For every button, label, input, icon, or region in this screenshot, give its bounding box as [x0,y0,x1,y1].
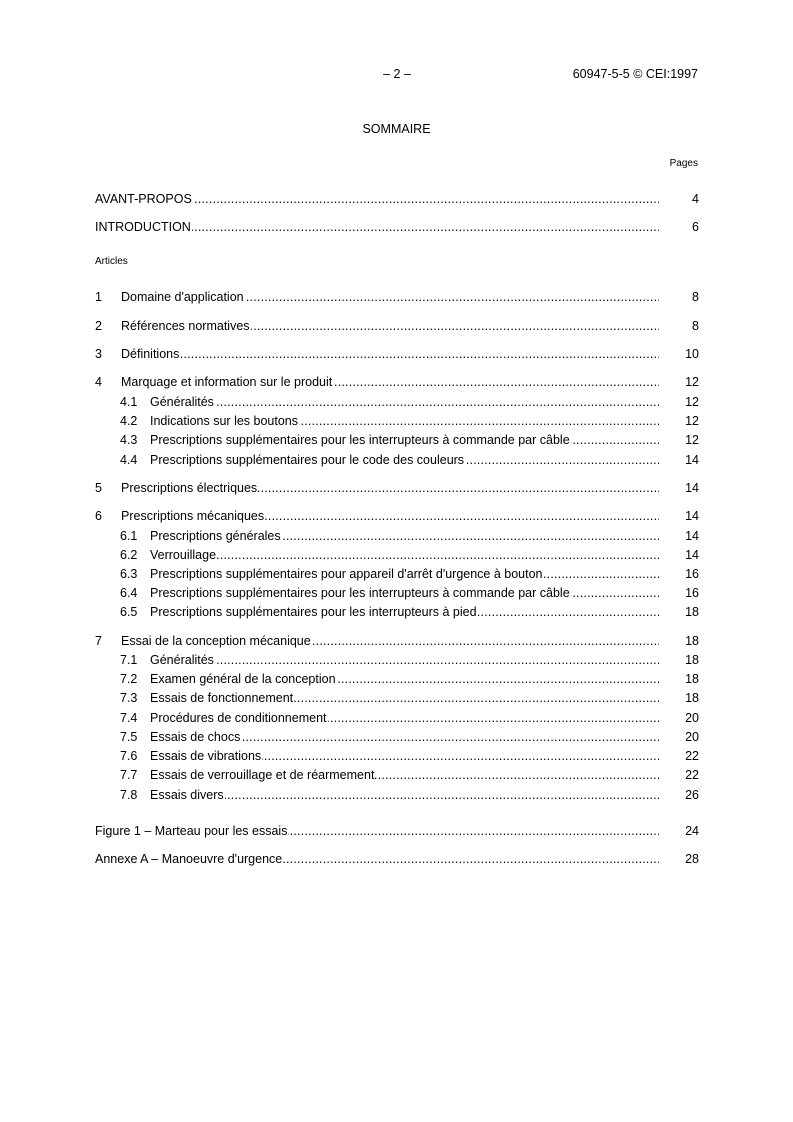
toc-entry-text: Généralités [150,653,214,667]
toc-entry-text: Figure 1 – Marteau pour les essais [95,824,288,838]
toc-entry-text: Marquage et information sur le produit [121,375,333,389]
toc-entry-number: 6 [95,509,102,523]
toc-entry-text: Prescriptions supplémentaires pour les interrupteurs à commande par câble [150,586,570,600]
toc-entry-page: 26 [685,788,699,802]
toc-entry-number: 7.1 [120,653,138,667]
toc-entry-page: 22 [685,749,699,763]
toc-entry-page: 20 [685,730,699,744]
pages-column-label: Pages [669,158,698,169]
toc-entry-text: Prescriptions générales [150,529,281,543]
toc-entry-annex-a[interactable] [95,851,699,867]
toc-entry-7[interactable] [95,633,699,649]
toc-entry-text: Définitions [121,347,180,361]
articles-label: Articles [95,256,128,267]
toc-entry-number: 7.5 [120,730,138,744]
toc-entry-text: Références normatives [121,319,250,333]
toc-entry-number: 4.4 [120,453,138,467]
toc-entry-text: Prescriptions électriques [121,481,258,495]
toc-entry-number: 7.3 [120,691,138,705]
toc-entry-6-2[interactable] [95,547,699,563]
toc-entry-page: 12 [685,433,699,447]
toc-entry-text: Prescriptions supplémentaires pour les interrupteurs à pied [150,605,477,619]
toc-entry-7-8[interactable] [95,787,699,803]
toc-entry-text: Procédures de conditionnement [150,711,327,725]
toc-entry-page: 18 [685,672,699,686]
toc-entry-number: 7.2 [120,672,138,686]
toc-entry-number: 4.3 [120,433,138,447]
toc-entry-6-3[interactable] [95,566,699,582]
toc-entry-4-4[interactable] [95,452,699,468]
toc-entry-text: Généralités [150,395,214,409]
toc-entry-text: Annexe A – Manoeuvre d'urgence [95,852,283,866]
toc-entry-text: AVANT-PROPOS [95,192,192,206]
toc-entry-number: 6.2 [120,548,138,562]
toc-entry-page: 14 [685,453,699,467]
toc-entry-page: 10 [685,347,699,361]
toc-entry-number: 7.7 [120,768,138,782]
toc-entry-4-1[interactable] [95,394,699,410]
toc-entry-page: 16 [685,586,699,600]
toc-entry-6[interactable] [95,508,699,524]
toc-entry-number: 4.2 [120,414,138,428]
toc-entry-number: 7.6 [120,749,138,763]
toc-entry-page: 24 [685,824,699,838]
toc-entry-number: 5 [95,481,102,495]
toc-entry-page: 20 [685,711,699,725]
toc-entry-7-4[interactable] [95,710,699,726]
toc-entry-text: Essais de verrouillage et de réarmement [150,768,375,782]
toc-entry-page: 8 [692,319,699,333]
page-title: SOMMAIRE [362,122,431,136]
toc-entry-text: Prescriptions mécaniques [121,509,265,523]
toc-entry-text: Examen général de la conception [150,672,336,686]
toc-entry-text: Prescriptions supplémentaires pour le code des couleurs [150,453,465,467]
toc-entry-introduction[interactable] [95,219,699,235]
toc-entry-page: 8 [692,290,699,304]
toc-entry-number: 1 [95,290,102,304]
toc-entry-page: 18 [685,605,699,619]
toc-entry-number: 4 [95,375,102,389]
toc-entry-text: Essais de vibrations [150,749,262,763]
toc-entry-number: 6.4 [120,586,138,600]
toc-entry-1[interactable] [95,289,699,305]
toc-entry-page: 14 [685,481,699,495]
toc-entry-figure-1[interactable] [95,823,699,839]
toc-entry-text: Prescriptions supplémentaires pour appareil d'arrêt d'urgence à bouton [150,567,543,581]
toc-entry-5[interactable] [95,480,699,496]
toc-entry-7-5[interactable] [95,729,699,745]
toc-entry-text: Essais divers [150,788,224,802]
toc-entry-number: 6.1 [120,529,138,543]
toc-entry-3[interactable] [95,346,699,362]
toc-entry-7-2[interactable] [95,671,699,687]
toc-entry-6-5[interactable] [95,604,699,620]
document-reference: 60947-5-5 © CEI:1997 [572,67,698,81]
toc-entry-text: Essai de la conception mécanique [121,634,311,648]
toc-entry-number: 3 [95,347,102,361]
toc-entry-number: 7.4 [120,711,138,725]
toc-entry-7-3[interactable] [95,690,699,706]
toc-entry-page: 14 [685,529,699,543]
page-number: – 2 – [383,67,411,81]
toc-entry-4[interactable] [95,374,699,390]
toc-entry-7-6[interactable] [95,748,699,764]
toc-entry-text: Domaine d'application [121,290,244,304]
toc-entry-number: 4.1 [120,395,138,409]
toc-entry-2[interactable] [95,318,699,334]
toc-entry-page: 12 [685,414,699,428]
toc-entry-7-1[interactable] [95,652,699,668]
toc-entry-number: 6.5 [120,605,138,619]
toc-entry-page: 14 [685,509,699,523]
toc-entry-text: Indications sur les boutons [150,414,299,428]
toc-entry-number: 6.3 [120,567,138,581]
toc-entry-page: 12 [685,375,699,389]
toc-entry-page: 18 [685,691,699,705]
toc-entry-number: 7 [95,634,102,648]
toc-entry-4-3[interactable] [95,432,699,448]
toc-entry-6-1[interactable] [95,528,699,544]
toc-entry-page: 16 [685,567,699,581]
toc-entry-page: 18 [685,634,699,648]
toc-entry-text: Essais de chocs [150,730,241,744]
toc-entry-number: 7.8 [120,788,138,802]
toc-entry-text: Verrouillage [150,548,217,562]
toc-entry-page: 28 [685,852,699,866]
toc-entry-7-7[interactable] [95,767,699,783]
toc-entry-text: INTRODUCTION [95,220,191,234]
toc-entry-page: 12 [685,395,699,409]
toc-entry-page: 6 [692,220,699,234]
toc-entry-4-2[interactable] [95,413,699,429]
toc-entry-text: Essais de fonctionnement [150,691,294,705]
toc-entry-page: 14 [685,548,699,562]
toc-entry-text: Prescriptions supplémentaires pour les interrupteurs à commande par câble [150,433,570,447]
toc-entry-number: 2 [95,319,102,333]
toc-entry-page: 4 [692,192,699,206]
toc-entry-page: 18 [685,653,699,667]
toc-entry-foreword[interactable] [95,191,699,207]
toc-entry-page: 22 [685,768,699,782]
toc-entry-6-4[interactable] [95,585,699,601]
